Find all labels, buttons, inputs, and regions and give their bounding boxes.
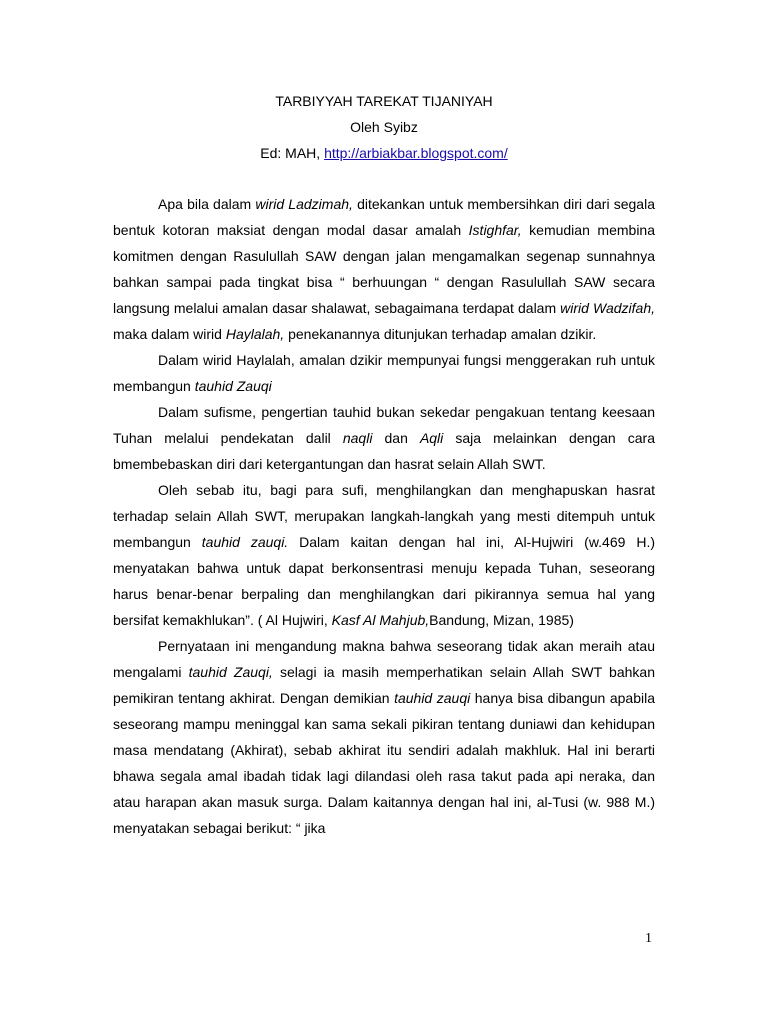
italic-term: tauhid Zauqi [194,378,272,394]
text-run: Pernyataan ini mengandung makna bahwa seseorang tidak akan meraih atau mengalami [113,638,655,680]
italic-term: Istighfar, [468,222,522,238]
italic-term: Kasf Al Mahjub, [331,612,430,628]
text-run: Bandung, Mizan, 1985) [429,612,574,628]
text-run: ditekankan untuk membersihkan diri dari segala bentuk kotoran maksiat dengan modal dasar amalah [113,196,655,238]
text-run: saja melainkan dengan cara bmembebaskan diri dari ketergantungan dan hasrat selain Allah SWT. [113,430,655,472]
italic-term: wirid Wadzifah, [560,300,655,316]
text-run: Oleh sebab itu, bagi para sufi, menghilangkan dan menghapuskan hasrat terhadap selain Allah SWT, merupakan langkah-langkah yang mesti ditempuh untuk membangun [113,482,655,550]
text-run: Dalam kaitan dengan hal ini, Al-Hujwiri (w.469 H.) menyatakan bahwa untuk dapat berkonsentrasi menuju kepada Tuhan, seseorang harus benar-benar berpaling dan menghilangkan dari pikirannya semua hal yang bersifat kemakhlukan”. ( Al Hujwiri, [113,534,655,628]
text-run: maka dalam wirid [113,326,226,342]
paragraph-4 [113,477,655,633]
italic-term: tauhid zauqi. [201,534,289,550]
text-run: Dalam wirid Haylalah, amalan dzikir mempunyai fungsi menggerakan ruh untuk membangun [113,352,655,394]
blog-link[interactable]: http://arbiakbar.blogspot.com/ [324,145,508,161]
text-run: hanya bisa dibangun apabila seseorang mampu meninggal kan sama sekali pikiran tentang duniawi dan kehidupan masa mendatang (Akhirat), sebab akhirat itu sendiri adalah makhluk. Hal ini berarti bhawa segala amal ibadah tidak lagi dilandasi oleh rasa takut pada api neraka, dan atau harapan akan masuk surga. Dalam kaitannya dengan hal ini, al-Tusi (w. 988 M.) menyatakan sebagai berikut: “ jika [113,690,655,836]
italic-term: tauhid Zauqi, [188,664,273,680]
text-run: selagi ia masih memperhatikan selain Allah SWT bahkan pemikiran tentang akhirat. Dengan demikian [113,664,655,706]
text-run: penekanannya ditunjukan terhadap amalan dzikir. [284,326,597,342]
text-run: dan [372,430,420,446]
paragraph-2 [113,347,655,399]
document-title: TARBIYYAH TAREKAT TIJANIYAH [275,93,493,109]
italic-term: Haylalah, [225,326,285,342]
text-run: Dalam sufisme, pengertian tauhid bukan sekedar pengakuan tentang keesaan Tuhan melalui pendekatan dalil [113,404,655,446]
page-number: 1 [645,931,652,946]
paragraph-1 [113,191,655,347]
italic-term: naqli [342,430,373,446]
document-editor-line [0,143,768,163]
editor-prefix: Ed: MAH, [260,145,325,161]
paragraph-3 [113,399,655,477]
document-body [113,191,655,841]
italic-term: wirid Ladzimah, [255,196,353,212]
italic-term: Aqli [419,430,444,446]
italic-term: tauhid zauqi [394,690,471,706]
text-run: Apa bila dalam [158,196,256,212]
paragraph-5 [113,633,655,841]
document-author: Oleh Syibz [350,119,418,135]
text-run: kemudian membina komitmen dengan Rasulullah SAW dengan jalan mengamalkan segenap sunnahnya bahkan sampai pada tingkat bisa “ berhuungan “ dengan Rasulullah SAW secara langsung melalui amalan dasar shalawat, sebagaimana terdapat dalam [113,222,655,316]
